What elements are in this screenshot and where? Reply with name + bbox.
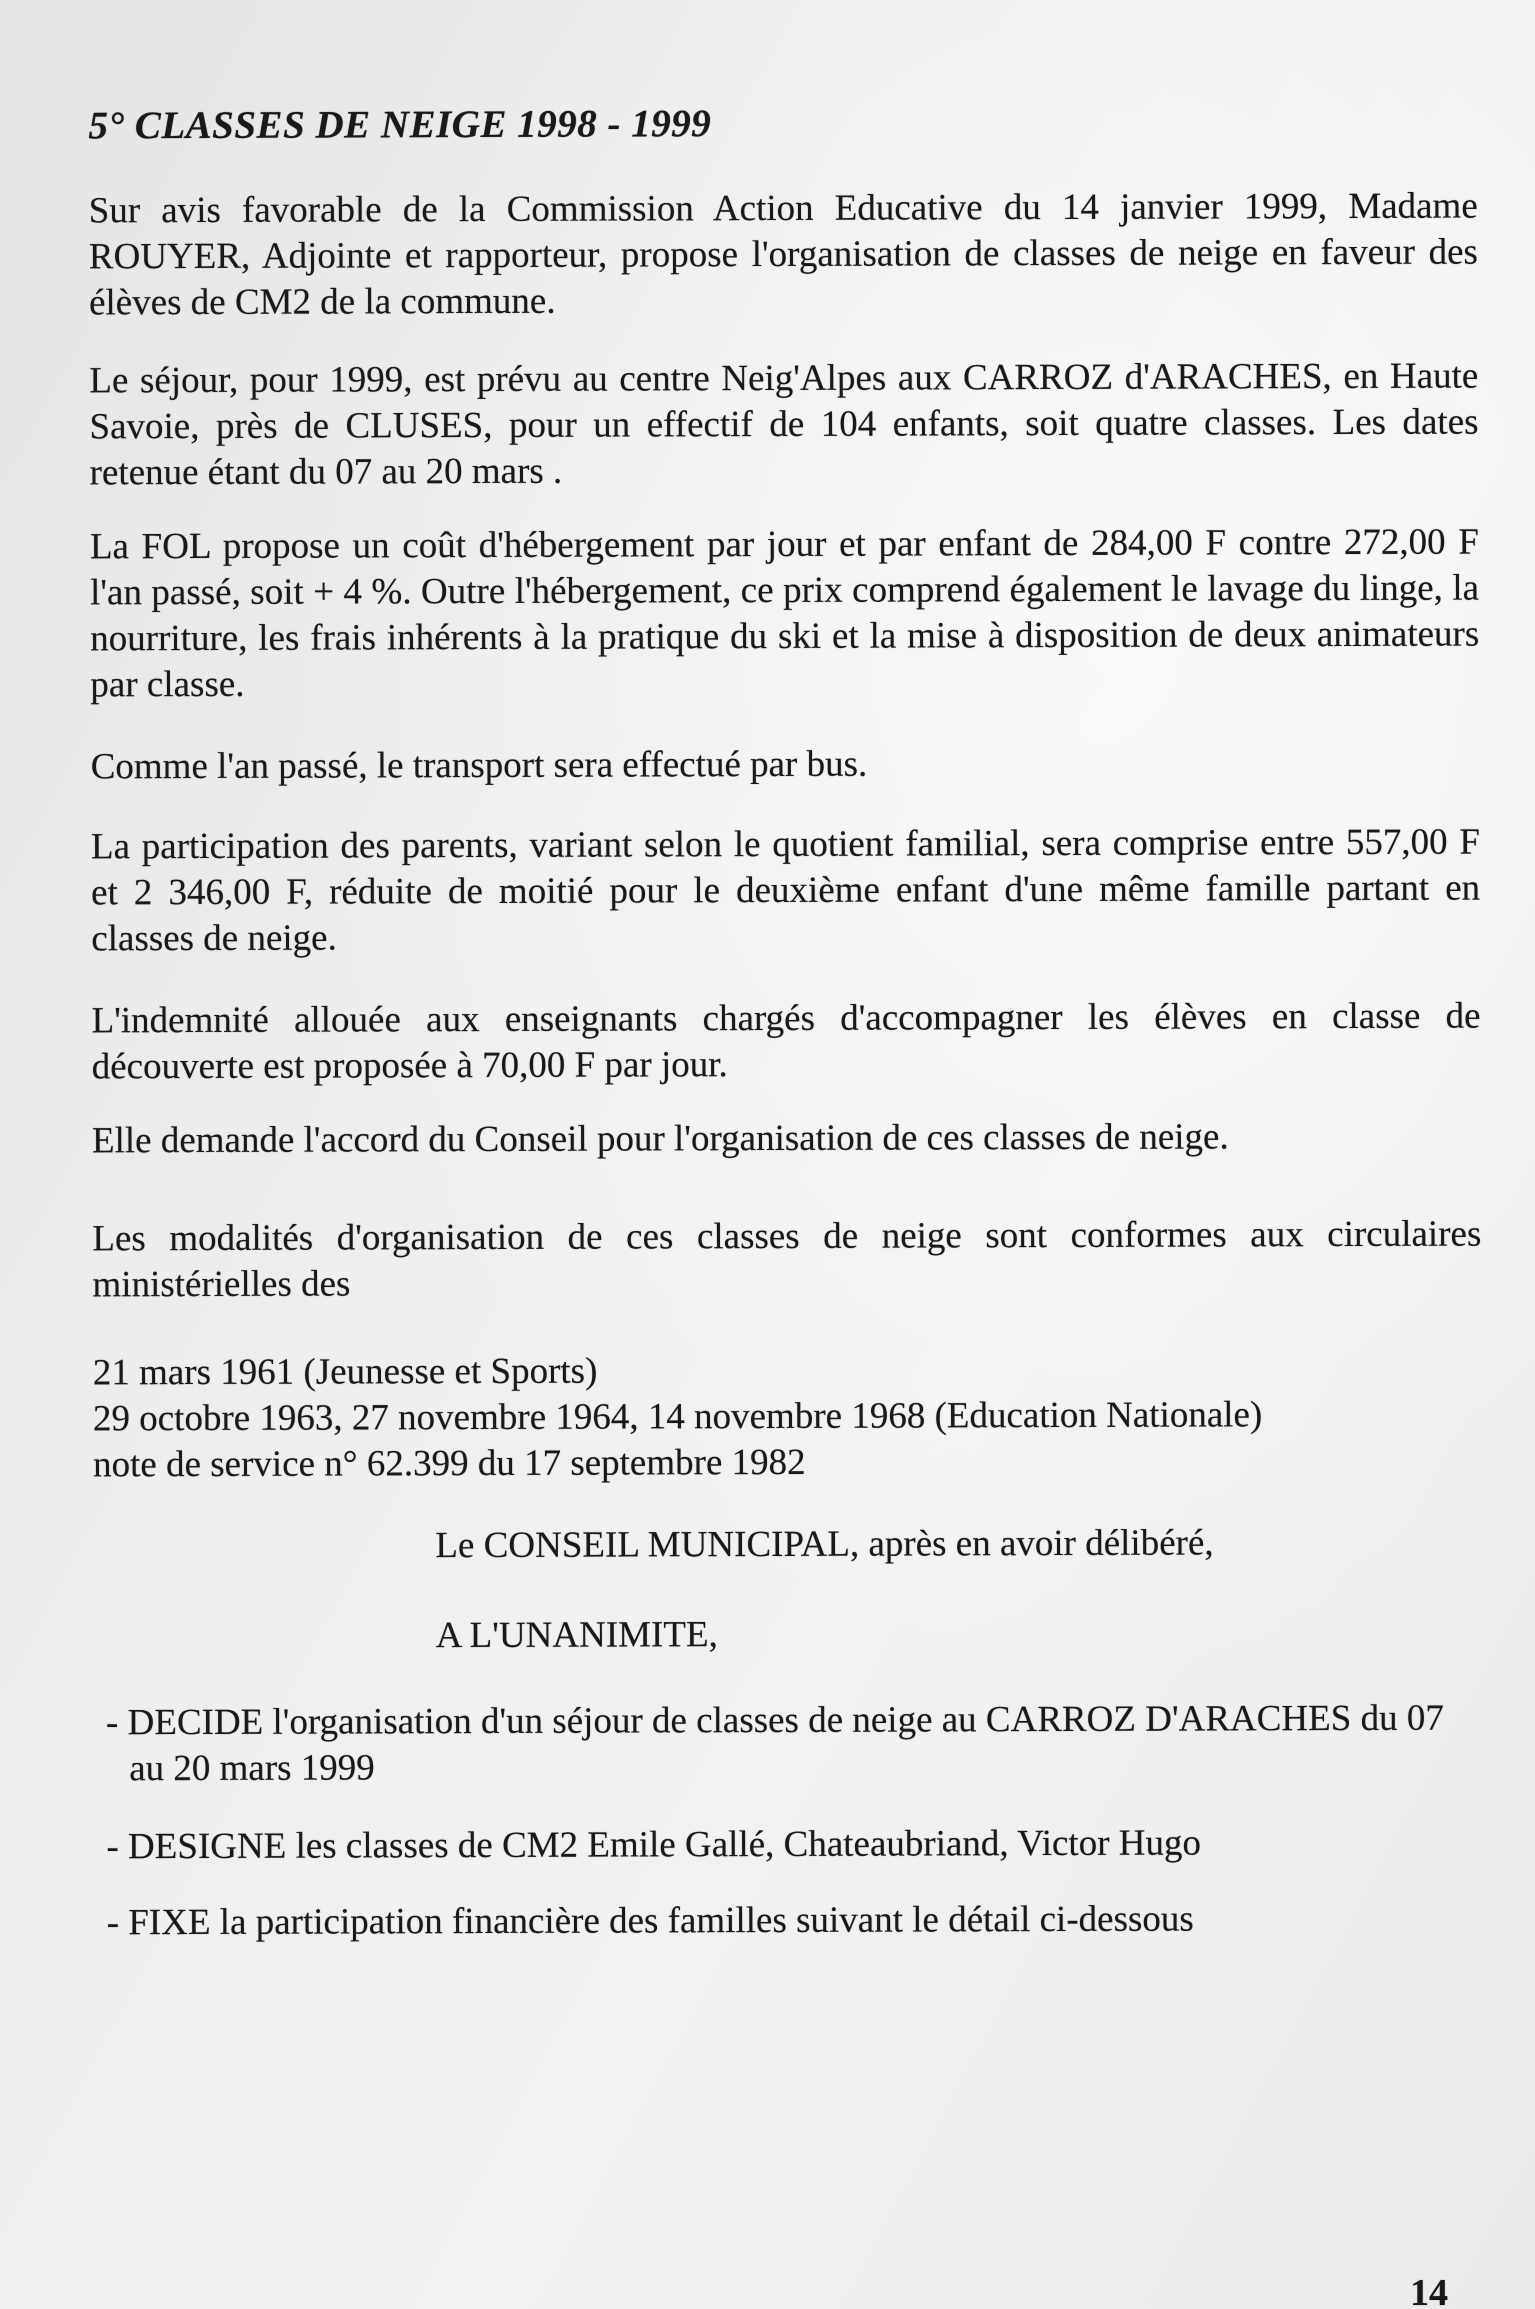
paragraph-modalites: Les modalités d'organisation de ces classes de neige sont conformes aux circulaires ministérielles des — [92, 1213, 1482, 1306]
paragraph-fol-cost: La FOL propose un coût d'hébergement par jour et par enfant de 284,00 F contre 272,00 F l'an passé, soit + 4 %. Outre l'hébergement, ce prix comprend également le lavage du linge, la nourriture, les frais inhérents à la pratique du ski et la mise à disposition de deux animateurs par classe. — [89, 521, 1480, 706]
paragraph-transport: Comme l'an passé, le transport sera effectué par bus. — [90, 743, 868, 788]
page-number: 14 — [1410, 2272, 1448, 2309]
circular-line-1982: note de service n° 62.399 du 17 septembre 1982 — [93, 1441, 806, 1486]
paragraph-parent-fee: La participation des parents, variant selon le quotient familial, sera comprise entre 557,00 F et 2 346,00 F, réduite de moitié pour le deuxième enfant d'une même famille partant en classes de neige. — [90, 821, 1481, 960]
paragraph-teacher-indemnity: L'indemnité allouée aux enseignants chargés d'accompagner les élèves en classe de découverte est proposée à 70,00 F par jour. — [91, 995, 1481, 1088]
circular-line-1963-68: 29 octobre 1963, 27 novembre 1964, 14 novembre 1968 (Education Nationale) — [92, 1394, 1263, 1440]
deliberation-intro: Le CONSEIL MUNICIPAL, après en avoir délibéré, — [435, 1522, 1214, 1567]
paragraph-commission-advice: Sur avis favorable de la Commission Action Educative du 14 janvier 1999, Madame ROUYER, Adjointe et rapporteur, propose l'organisation de classes de neige en faveur des élèves de CM2 de la commune. — [88, 185, 1478, 324]
document-title: 5° CLASSES DE NEIGE 1998 - 1999 — [88, 102, 712, 148]
decision-decide: - DECIDE l'organisation d'un séjour de classes de neige au CARROZ D'ARACHES du 07 au 20 mars 1999 — [105, 1697, 1444, 1790]
paragraph-council-accord: Elle demande l'accord du Conseil pour l'organisation de ces classes de neige. — [91, 1116, 1229, 1162]
paragraph-sejour-location: Le séjour, pour 1999, est prévu au centre Neig'Alpes aux CARROZ d'ARACHES, en Haute Savoie, près de CLUSES, pour un effectif de 104 enfants, soit quatre classes. Les dates retenue étant du 07 au 20 mars . — [89, 355, 1479, 494]
circulars-list — [93, 1346, 1482, 1489]
decision-fixe: - FIXE la participation financière des familles suivant le détail ci-dessous — [106, 1898, 1194, 1944]
circular-line-1961: 21 mars 1961 (Jeunesse et Sports) — [92, 1350, 598, 1394]
vote-result: A L'UNANIMITE, — [435, 1614, 718, 1657]
decision-designe: - DESIGNE les classes de CM2 Emile Gallé, Chateaubriand, Victor Hugo — [106, 1822, 1202, 1868]
